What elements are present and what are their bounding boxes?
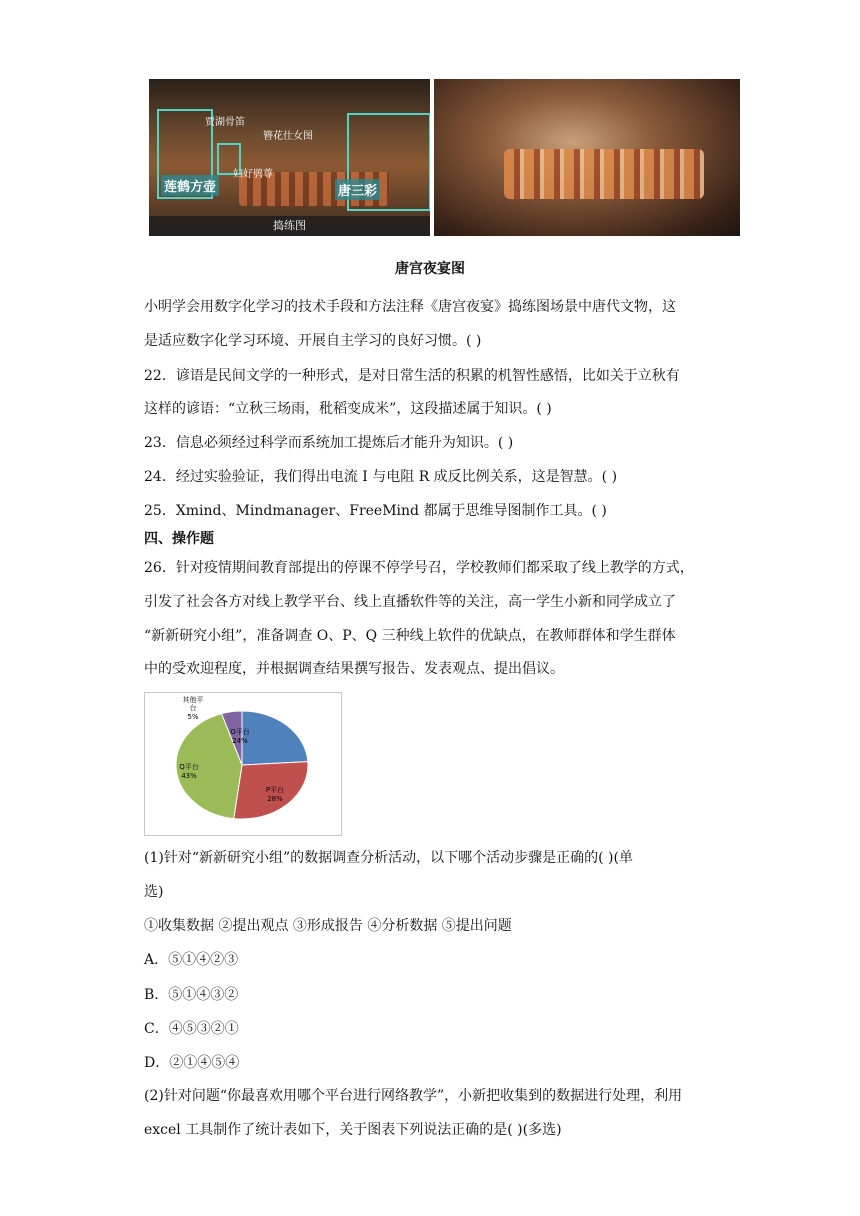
text-line: “新新研究小组”，准备调查 O、P、Q 三种线上软件的优缺点，在教师群体和学生群体	[144, 628, 676, 644]
slice-label-other-line1: 其他平	[182, 696, 204, 704]
text-line: 中的受欢迎程度，并根据调查结果撰写报告、发表观点、提出倡议。	[144, 661, 564, 677]
label-tang-sancai: 唐三彩	[335, 179, 380, 200]
text-line: 小明学会用数字化学习的技术手段和方法注释《唐宫夜宴》捣练图场景中唐代文物，这	[144, 299, 676, 315]
question-23: 23．信息必须经过科学而系统加工提炼后才能升为知识。( )	[144, 435, 514, 451]
question-24: 24．经过实验验证，我们得出电流 I 与电阻 R 成反比例关系，这是智慧。( )	[144, 469, 618, 485]
text-line: 是适应数字化学习环境、开展自主学习的良好习惯。( )	[144, 333, 482, 349]
slice-label-other-line2: 台	[189, 704, 197, 712]
slice-label-p-value: 28%	[267, 795, 283, 803]
dancers-decoration	[504, 149, 704, 199]
figure-photos	[149, 79, 740, 236]
slice-label-other-value: 5%	[187, 713, 199, 721]
palace-banquet-photo	[434, 79, 740, 236]
steps-list: ①收集数据 ②提出观点 ③形成报告 ④分析数据 ⑤提出问题	[144, 918, 512, 934]
text-line: excel 工具制作了统计表如下，关于图表下列说法正确的是( )(多选)	[144, 1122, 562, 1138]
label-owl: 妇好鸮尊	[233, 169, 273, 180]
label-lotus: 莲鹤方壶	[161, 175, 219, 196]
question-25: 25．Xmind、Mindmanager、FreeMind 都属于思维导图制作工具。( )	[144, 503, 607, 519]
figure-caption: 唐宫夜宴图	[395, 261, 465, 277]
slice-label-o-value: 24%	[232, 737, 248, 745]
question-26: 26．针对疫情期间教育部提出的停课不停学号召，学校教师们都采取了线上教学的方式，	[144, 560, 694, 576]
option-b: B．⑤①④③②	[144, 987, 239, 1003]
museum-scene-photo	[149, 79, 430, 236]
slice-label-q-value: 43%	[181, 772, 197, 780]
photo-caption-bar: 捣练图	[149, 216, 430, 236]
option-c: C．④⑤③②①	[144, 1021, 239, 1037]
pie-chart	[144, 692, 342, 836]
subquestion-1: (1)针对“新新研究小组”的数据调查分析活动，以下哪个活动步骤是正确的( )(单	[144, 850, 633, 866]
text-line: 选)	[144, 884, 164, 900]
section-heading: 四、操作题	[144, 531, 214, 547]
option-d: D．②①④⑤④	[144, 1055, 240, 1071]
pie-chart-svg	[145, 693, 341, 835]
text-line: 这样的谚语：“立秋三场雨，秕稻变成米”，这段描述属于知识。( )	[144, 401, 552, 417]
question-22: 22．谚语是民间文学的一种形式，是对日常生活的积累的机智性感悟，比如关于立秋有	[144, 368, 680, 384]
subquestion-2: (2)针对问题“你最喜欢用哪个平台进行网络教学”，小新把收集到的数据进行处理，利用	[144, 1088, 683, 1104]
pie-slice-0	[242, 711, 308, 765]
slice-label-o-name: O平台	[230, 728, 250, 736]
text-line: 引发了社会各方对线上教学平台、线上直播软件等的关注，高一学生小新和同学成立了	[144, 594, 676, 610]
label-flower-painting: 簪花仕女图	[263, 131, 313, 142]
slice-label-q-name: Q平台	[179, 763, 199, 771]
option-a: A．⑤①④②③	[144, 952, 239, 968]
slice-label-p-name: P平台	[265, 786, 285, 794]
label-bone-flute: 贾湖骨笛	[205, 117, 245, 128]
